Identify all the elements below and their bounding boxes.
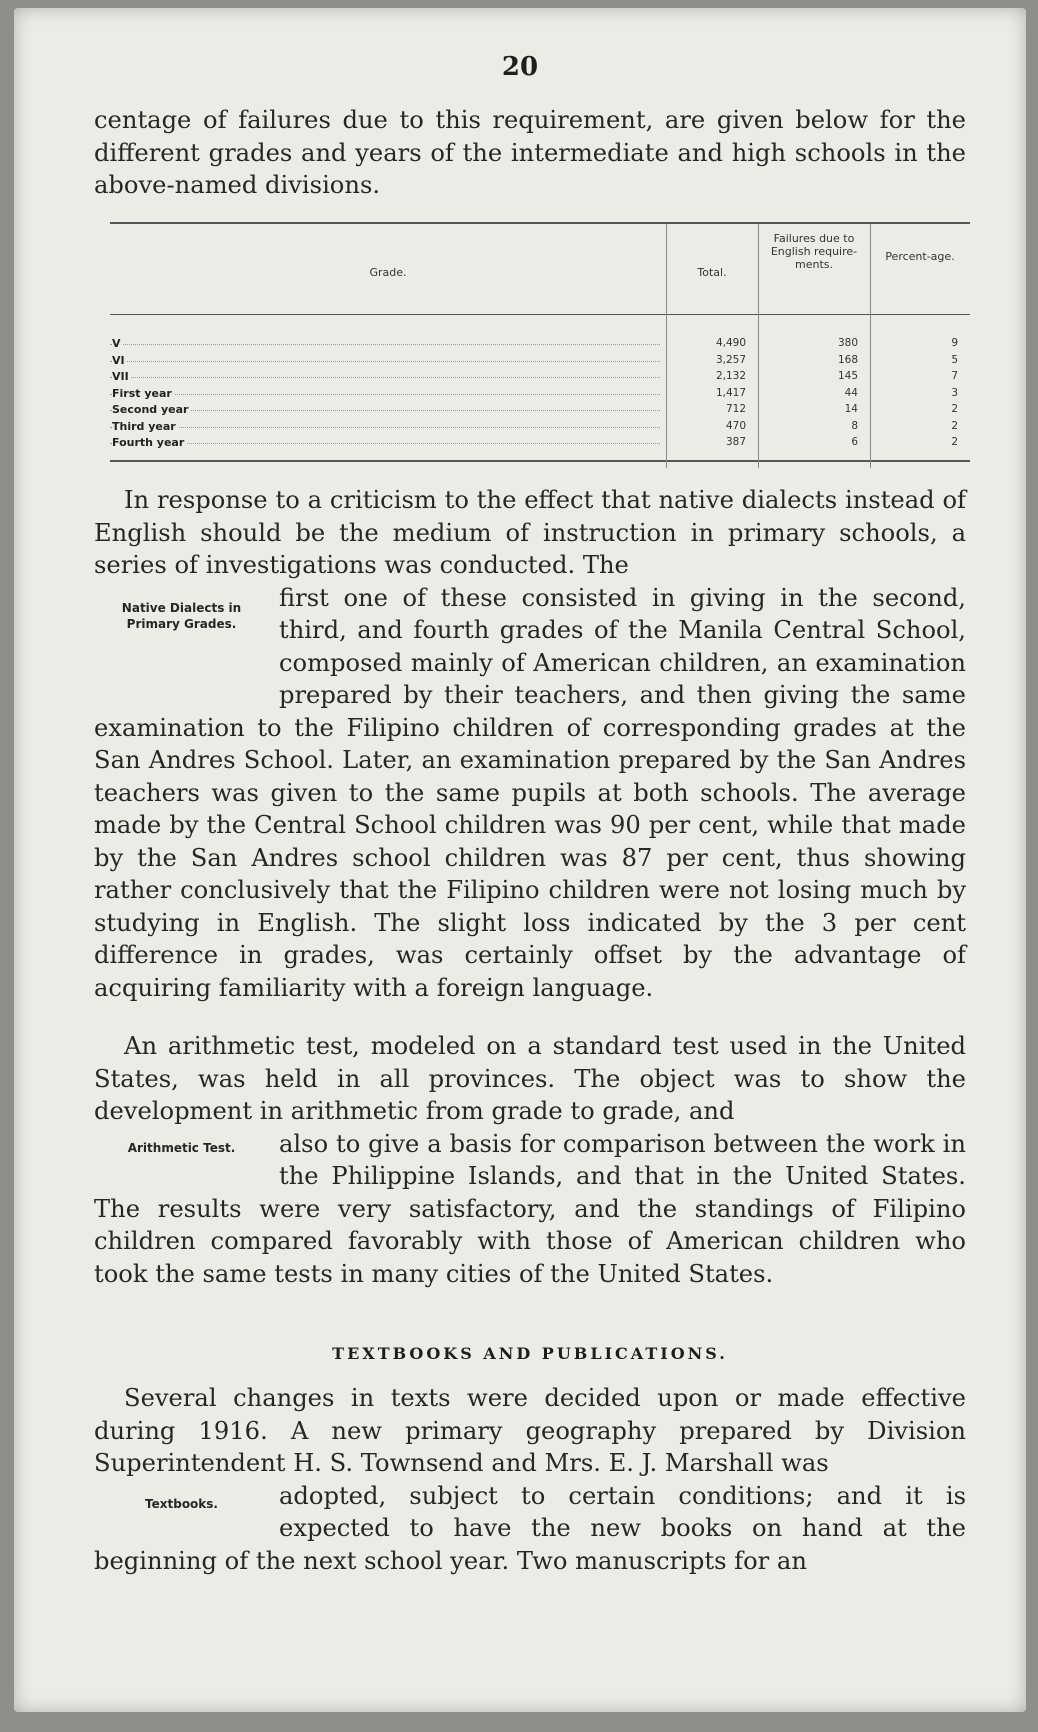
leader-dots bbox=[110, 377, 660, 378]
failures-cell: 380 bbox=[837, 337, 858, 349]
percentage-cell: 3 bbox=[951, 386, 958, 399]
table-header-rule bbox=[110, 314, 970, 315]
intro-text: centage of failures due to this requirement, are given below for the different grades and years of the intermediate and high schools in the above-named divisions. bbox=[94, 106, 966, 199]
table-bottom-rule bbox=[110, 460, 970, 462]
textbooks-lead: Several changes in texts were decided upon or made effective during 1916. A new primary geography prepared by Division Superintendent H. S. Townsend and Mrs. E. J. Marshall was bbox=[94, 1384, 966, 1477]
percentage-cell: 2 bbox=[951, 419, 958, 432]
header-total: Total. bbox=[697, 266, 727, 279]
table-row bbox=[110, 336, 970, 351]
header-percentage: Percent-age. bbox=[885, 250, 955, 263]
table-row bbox=[110, 369, 970, 384]
section-textbooks bbox=[94, 1382, 966, 1577]
native-dialects-body: first one of these consisted in giving in the second, third, and fourth grades of the Manila Central School, composed mainly of American children, an examination prepared by their teachers, and then giving the same examination to the Filipino children of corresponding grades at the San Andres School. Later, an examination prepared by the San Andres teachers was given to the same pupils at both schools. The average made by the Central School children was 90 per cent, while that made by the San Andres school children was 87 per cent, thus showing rather conclusively that the Filipino children were not losing much by studying in English. The slight loss indicated by the 3 per cent difference in grades, was certainly offset by the advantage of acquiring familiarity with a foreign language. bbox=[94, 583, 966, 1002]
percentage-cell: 9 bbox=[951, 337, 958, 349]
percentage-cell: 7 bbox=[951, 370, 958, 382]
percentage-cell: 2 bbox=[951, 403, 958, 415]
grade-cell: Fourth year bbox=[112, 436, 185, 449]
side-note-arithmetic: Arithmetic Test. bbox=[127, 1140, 236, 1155]
grade-cell: Second year bbox=[112, 403, 189, 416]
total-cell: 2,132 bbox=[715, 370, 746, 382]
side-note-native-dialects: Native Dialects in Primary Grades. bbox=[121, 600, 242, 631]
failures-table bbox=[110, 220, 970, 472]
grade-cell: First year bbox=[112, 386, 172, 400]
side-note-wrapper bbox=[94, 582, 279, 680]
leader-dots bbox=[110, 361, 660, 362]
table-row bbox=[110, 419, 970, 434]
failures-cell: 14 bbox=[844, 403, 858, 415]
failures-cell: 168 bbox=[837, 353, 858, 366]
total-cell: 387 bbox=[725, 436, 746, 448]
table-row bbox=[110, 353, 970, 368]
page-number: 20 bbox=[501, 52, 539, 82]
table-top-rule bbox=[110, 222, 970, 224]
side-note-textbooks: Textbooks. bbox=[145, 1496, 218, 1511]
section-arithmetic bbox=[94, 1030, 966, 1290]
total-cell: 4,490 bbox=[715, 337, 746, 349]
leader-dots bbox=[110, 394, 660, 395]
table-row bbox=[110, 402, 970, 417]
intro-paragraph bbox=[94, 104, 966, 202]
arithmetic-lead: An arithmetic test, modeled on a standard test used in the United States, was held in all provinces. The object was to show the development in arithmetic from grade to grade, and bbox=[94, 1032, 966, 1125]
side-note-wrapper bbox=[94, 1128, 279, 1193]
leader-dots bbox=[110, 427, 660, 428]
failures-cell: 145 bbox=[837, 370, 858, 382]
total-cell: 470 bbox=[725, 419, 746, 432]
leader-dots bbox=[110, 410, 660, 411]
section-heading: TEXTBOOKS AND PUBLICATIONS. bbox=[332, 1344, 728, 1363]
side-note-wrapper bbox=[94, 1480, 279, 1545]
header-grade: Grade. bbox=[369, 266, 407, 279]
grade-cell: VII bbox=[112, 370, 129, 383]
section-native-dialects bbox=[94, 484, 966, 1004]
document-page bbox=[14, 8, 1026, 1712]
total-cell: 712 bbox=[725, 403, 746, 415]
total-cell: 3,257 bbox=[715, 353, 746, 366]
failures-cell: 6 bbox=[851, 436, 858, 448]
header-failures: Failures due to English require-ments. bbox=[770, 232, 858, 271]
total-cell: 1,417 bbox=[715, 386, 746, 399]
grade-cell: V bbox=[112, 337, 121, 350]
native-dialects-lead: In response to a criticism to the effect that native dialects instead of English should be the medium of instruction in primary schools, a series of investigations was conducted. The bbox=[94, 486, 966, 579]
failures-cell: 44 bbox=[844, 386, 858, 399]
arithmetic-body: also to give a basis for comparison between the work in the Philippine Islands, and that in the United States. The results were very satisfactory, and the standings of Filipino children compared favorably with those of American children who took the same tests in many cities of the United States. bbox=[94, 1129, 966, 1288]
textbooks-body: adopted, subject to certain conditions; and it is expected to have the new books on hand at the beginning of the next school year. Two manuscripts for an bbox=[94, 1481, 966, 1575]
grade-cell: Third year bbox=[112, 419, 176, 433]
percentage-cell: 5 bbox=[951, 353, 958, 366]
percentage-cell: 2 bbox=[951, 436, 958, 448]
grade-cell: VI bbox=[112, 353, 125, 367]
failures-cell: 8 bbox=[851, 419, 858, 432]
leader-dots bbox=[110, 443, 660, 444]
table-row bbox=[110, 435, 970, 450]
table-row bbox=[110, 386, 970, 401]
leader-dots bbox=[110, 344, 660, 345]
